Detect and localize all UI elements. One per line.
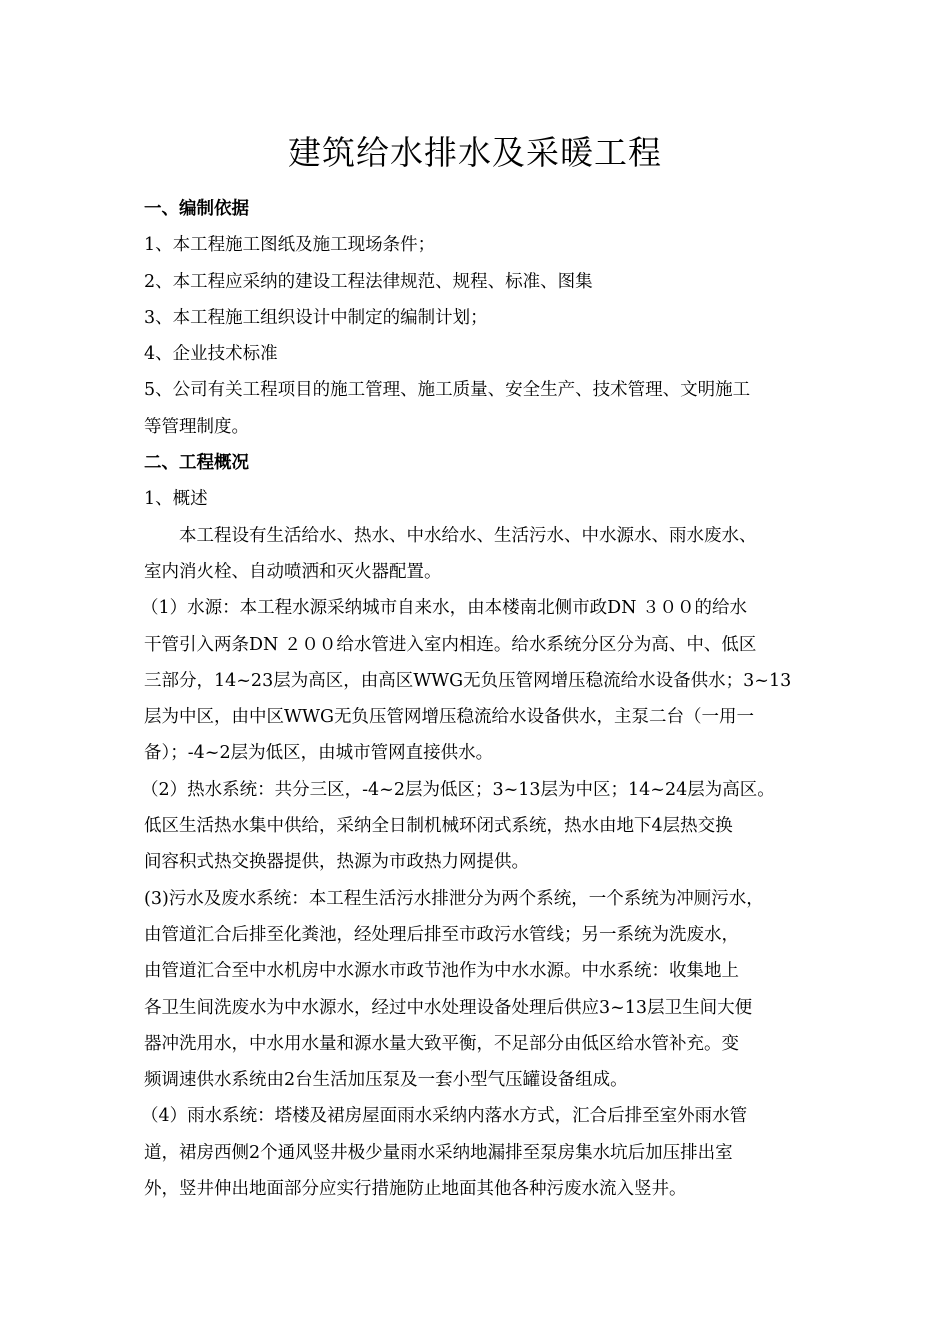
rainwater-line: （4）雨水系统：塔楼及裙房屋面雨水采纳内落水方式，汇合后排至室外雨水管 [141,1106,748,1127]
basis-item-2: 2、本工程应采纳的建设工程法律规范、规程、标准、图集 [144,271,593,292]
hot-water-line: 低区生活热水集中供给，采纳全日制机械环闭式系统，热水由地下4层热交换 [144,816,733,837]
section-heading-overview: 二、工程概况 [144,453,249,474]
sewage-line: 频调速供水系统由2台生活加压泵及一套小型气压罐设备组成。 [144,1070,628,1091]
overview-paragraph-line: 室内消火栓、自动喷洒和灭火器配置。 [144,561,442,582]
rainwater-line: 道，裙房西侧2个通风竖井极少量雨水采纳地漏排至泵房集水坑后加压排出室 [144,1142,733,1163]
overview-paragraph-line: 本工程设有生活给水、热水、中水给水、生活污水、中水源水、雨水废水、 [179,525,757,546]
water-source-line: 干管引入两条DN ２００给水管进入室内相连。给水系统分区分为高、中、低区 [144,634,757,655]
sewage-line: 由管道汇合至中水机房中水源水市政节池作为中水水源。中水系统：收集地上 [144,961,739,982]
water-source-line: 备）；-4~2层为低区，由城市管网直接供水。 [144,743,494,764]
document-title: 建筑给水排水及采暖工程 [288,133,662,172]
water-source-line: 三部分，14~23层为高区，由高区WWG无负压管网增压稳流给水设备供水；3~13 [144,670,792,691]
basis-item-3: 3、本工程施工组织设计中制定的编制计划； [144,307,488,328]
water-source-line: 层为中区，由中区WWG无负压管网增压稳流给水设备供水，主泵二台（一用一 [144,707,754,728]
section-heading-basis: 一、编制依据 [144,199,249,219]
basis-item-4: 4、企业技术标准 [144,344,278,365]
document-body [141,191,824,1207]
water-source-line: （1）水源：本工程水源采纳城市自来水，由本楼南北侧市政DN ３００的给水 [141,598,748,619]
sewage-line: 各卫生间洗废水为中水源水，经过中水处理设备处理后供应3~13层卫生间大便 [144,997,753,1018]
hot-water-line: （2）热水系统：共分三区，-4~2层为低区；3~13层为中区；14~24层为高区。 [141,779,775,800]
subsection-summary: 1、概述 [144,489,208,510]
basis-item-5-cont: 等管理制度。 [144,416,249,437]
sewage-line: 由管道汇合后排至化粪池，经处理后排至市政污水管线；另一系统为洗废水， [144,924,739,945]
basis-item-1: 1、本工程施工图纸及施工现场条件； [144,235,436,256]
sewage-line: 器冲洗用水，中水用水量和源水量大致平衡，不足部分由低区给水管补充。变 [144,1033,739,1054]
basis-item-5: 5、公司有关工程项目的施工管理、施工质量、安全生产、技术管理、文明施工 [144,380,751,401]
sewage-line: (3)污水及废水系统：本工程生活污水排泄分为两个系统，一个系统为冲厕污水， [144,888,764,909]
hot-water-line: 间容积式热交换器提供，热源为市政热力网提供。 [144,852,529,873]
rainwater-line: 外，竖井伸出地面部分应实行措施防止地面其他各种污废水流入竖井。 [144,1179,687,1200]
